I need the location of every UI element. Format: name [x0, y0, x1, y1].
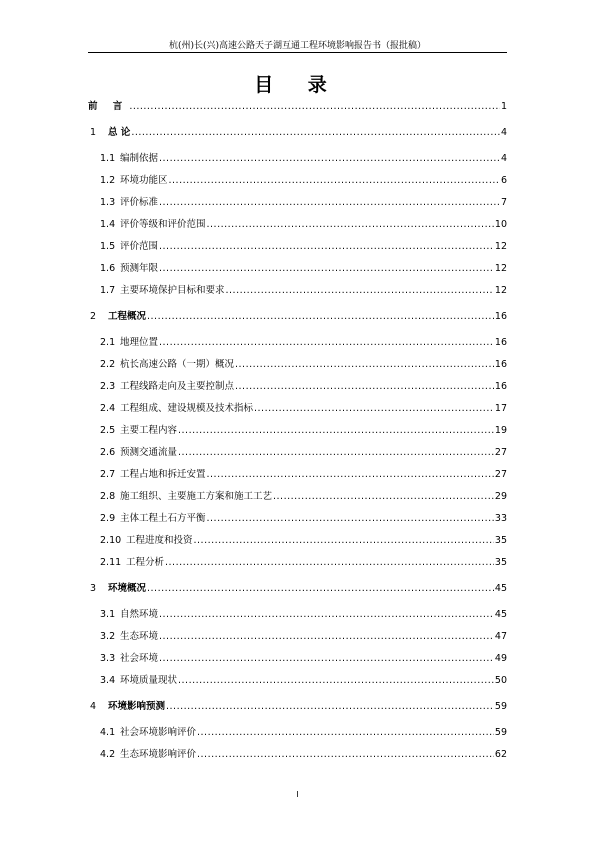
toc-entry-number: 1.1: [100, 153, 116, 164]
toc-entry[interactable]: [88, 124, 507, 138]
toc-entry-label: 生态环境影响评价: [120, 749, 197, 760]
toc-entry[interactable]: [88, 606, 507, 620]
toc-dot-leader: [159, 653, 494, 664]
toc-entry-page: 62: [494, 749, 507, 760]
toc-entry-label: 评价范围: [120, 241, 159, 252]
toc-entry-number: 4.2: [100, 749, 116, 760]
toc-entry-label: 生态环境: [120, 631, 159, 642]
toc-dot-leader: [165, 557, 494, 568]
toc-entry[interactable]: [88, 334, 507, 348]
toc-entry-label: 工程组成、建设规模及技术指标: [120, 403, 254, 414]
toc-entry-page: 27: [494, 447, 507, 458]
toc-entry-page: 16: [494, 359, 507, 370]
toc-entry[interactable]: [88, 282, 507, 296]
toc-entry-number: 2.2: [100, 359, 116, 370]
toc-dot-leader: [178, 425, 494, 436]
toc-entry-page: 50: [494, 675, 507, 686]
toc-entry-label: 工程进度和投资: [126, 535, 193, 546]
toc-entry-label: 编制依据: [120, 153, 159, 164]
toc-entry-label: 总 论: [108, 127, 131, 138]
toc-entry[interactable]: [88, 400, 507, 414]
toc-entry-number: 3.3: [100, 653, 116, 664]
toc-entry-page: 4: [500, 127, 507, 138]
toc-dot-leader: [254, 403, 494, 414]
toc-entry[interactable]: [88, 510, 507, 524]
toc-entry[interactable]: [88, 628, 507, 642]
toc-entry-label: 评价标准: [120, 197, 159, 208]
toc-dot-leader: [207, 469, 494, 480]
toc-entry[interactable]: [88, 308, 507, 322]
toc-dot-leader: [159, 609, 494, 620]
toc-entry-page: 4: [500, 153, 507, 164]
toc-entry-page: 45: [494, 583, 507, 594]
toc-entry-number: 2.9: [100, 513, 116, 524]
page-title: 目 录: [254, 74, 341, 96]
toc-dot-leader: [159, 263, 494, 274]
page-number: I: [296, 790, 299, 799]
toc-entry-label: 自然环境: [120, 609, 159, 620]
toc-entry[interactable]: [88, 698, 507, 712]
toc-dot-leader: [197, 749, 494, 760]
toc-entry-page: 1: [500, 101, 507, 112]
toc-entry[interactable]: [88, 260, 507, 274]
toc-entry[interactable]: [88, 238, 507, 252]
toc-entry-number: 1.5: [100, 241, 116, 252]
toc-dot-leader: [159, 197, 500, 208]
toc-entry[interactable]: [88, 650, 507, 664]
toc-dot-leader: [159, 241, 494, 252]
toc-entry[interactable]: [88, 746, 507, 760]
toc-entry-label: 评价等级和评价范围: [120, 219, 206, 230]
toc-dot-leader: [235, 381, 494, 392]
toc-entry-label: 前 言: [88, 101, 129, 112]
toc-dot-leader: [207, 513, 494, 524]
toc-dot-leader: [178, 675, 494, 686]
toc-dot-leader: [235, 359, 494, 370]
toc-entry-number: 1.2: [100, 175, 116, 186]
toc-entry[interactable]: [88, 98, 507, 112]
toc-entry-number: 1: [90, 127, 97, 138]
toc-entry[interactable]: [88, 150, 507, 164]
header-rule: [88, 52, 507, 53]
toc-entry-page: 29: [494, 491, 507, 502]
toc-entry[interactable]: [88, 378, 507, 392]
toc-entry[interactable]: [88, 172, 507, 186]
toc-entry[interactable]: [88, 216, 507, 230]
toc-entry-number: 1.6: [100, 263, 116, 274]
toc-entry[interactable]: [88, 580, 507, 594]
toc-entry-label: 地理位置: [120, 337, 159, 348]
toc-entry-number: 2.3: [100, 381, 116, 392]
toc-entry-number: 4: [90, 701, 97, 712]
toc-entry-page: 17: [494, 403, 507, 414]
toc-entry-label: 施工组织、主要施工方案和施工工艺: [120, 491, 273, 502]
toc-entry-number: 2.6: [100, 447, 116, 458]
toc-entry-number: 2.5: [100, 425, 116, 436]
toc-entry[interactable]: [88, 488, 507, 502]
toc-entry-number: 3.4: [100, 675, 116, 686]
toc-entry-page: 49: [494, 653, 507, 664]
toc-entry-page: 16: [494, 337, 507, 348]
toc-dot-leader: [226, 285, 494, 296]
toc-entry-label: 工程线路走向及主要控制点: [120, 381, 235, 392]
toc-entry-label: 工程分析: [126, 557, 165, 568]
toc-entry-page: 45: [494, 609, 507, 620]
toc-dot-leader: [131, 127, 500, 138]
toc-dot-leader: [207, 219, 494, 230]
toc-dot-leader: [159, 153, 500, 164]
toc-entry-number: 2.1: [100, 337, 116, 348]
toc-entry-page: 6: [500, 175, 507, 186]
toc-entry-label: 环境影响预测: [108, 701, 166, 712]
toc-dot-leader: [178, 447, 494, 458]
toc-entry-label: 主要环境保护目标和要求: [120, 285, 225, 296]
running-header: 杭(州)长(兴)高速公路天子湖互通工程环境影响报告书（报批稿）: [168, 41, 427, 51]
toc-entry-number: 1.3: [100, 197, 116, 208]
toc-entry-label: 环境质量现状: [120, 675, 178, 686]
toc-entry-page: 47: [494, 631, 507, 642]
toc-entry-number: 4.1: [100, 727, 116, 738]
toc-entry-number: 1.7: [100, 285, 116, 296]
toc-entry-page: 12: [494, 241, 507, 252]
toc-entry-page: 16: [494, 311, 507, 322]
toc-dot-leader: [166, 701, 494, 712]
toc-entry-label: 主要工程内容: [120, 425, 178, 436]
toc-entry[interactable]: [88, 422, 507, 436]
toc-entry-page: 59: [494, 701, 507, 712]
toc-dot-leader: [129, 101, 500, 112]
toc-dot-leader: [197, 727, 494, 738]
toc-entry-page: 16: [494, 381, 507, 392]
toc-entry-number: 3: [90, 583, 97, 594]
toc-entry[interactable]: [88, 672, 507, 686]
toc-entry-page: 10: [494, 219, 507, 230]
toc-entry-number: 2.8: [100, 491, 116, 502]
toc-entry-label: 工程占地和拆迁安置: [120, 469, 206, 480]
toc-dot-leader: [273, 491, 494, 502]
toc-entry-page: 35: [494, 557, 507, 568]
toc-entry-number: 2.7: [100, 469, 116, 480]
toc-entry-page: 19: [494, 425, 507, 436]
toc-entry[interactable]: [88, 356, 507, 370]
toc-entry-label: 工程概况: [108, 311, 147, 322]
toc-entry-number: 3.1: [100, 609, 116, 620]
toc-dot-leader: [147, 583, 494, 594]
toc-entry[interactable]: [88, 554, 507, 568]
toc-entry-label: 社会环境: [120, 653, 159, 664]
toc-dot-leader: [169, 175, 500, 186]
toc-entry-page: 27: [494, 469, 507, 480]
toc-entry-label: 环境功能区: [120, 175, 168, 186]
toc-entry-page: 35: [494, 535, 507, 546]
toc-entry-number: 2.10: [100, 535, 122, 546]
toc-entry-number: 2.4: [100, 403, 116, 414]
toc-entry-page: 33: [494, 513, 507, 524]
toc-entry-page: 12: [494, 285, 507, 296]
toc-entry-number: 2: [90, 311, 97, 322]
toc-entry-number: 2.11: [100, 557, 122, 568]
toc-entry-number: 1.4: [100, 219, 116, 230]
toc-dot-leader: [147, 311, 494, 322]
toc-entry-label: 预测年限: [120, 263, 159, 274]
toc-entry-page: 59: [494, 727, 507, 738]
toc-entry-label: 主体工程土石方平衡: [120, 513, 206, 524]
toc-entry-page: 12: [494, 263, 507, 274]
toc-entry-label: 社会环境影响评价: [120, 727, 197, 738]
toc-entry-page: 7: [500, 197, 507, 208]
toc-entry-label: 环境概况: [108, 583, 147, 594]
toc-entry[interactable]: [88, 444, 507, 458]
toc-entry-label: 杭长高速公路（一期）概况: [120, 359, 235, 370]
toc-entry-label: 预测交通流量: [120, 447, 178, 458]
toc-entry-number: 3.2: [100, 631, 116, 642]
toc-entry[interactable]: [88, 724, 507, 738]
toc-entry[interactable]: [88, 532, 507, 546]
toc-dot-leader: [159, 631, 494, 642]
toc-entry[interactable]: [88, 466, 507, 480]
toc-entry[interactable]: [88, 194, 507, 208]
toc-dot-leader: [159, 337, 494, 348]
toc-dot-leader: [194, 535, 494, 546]
